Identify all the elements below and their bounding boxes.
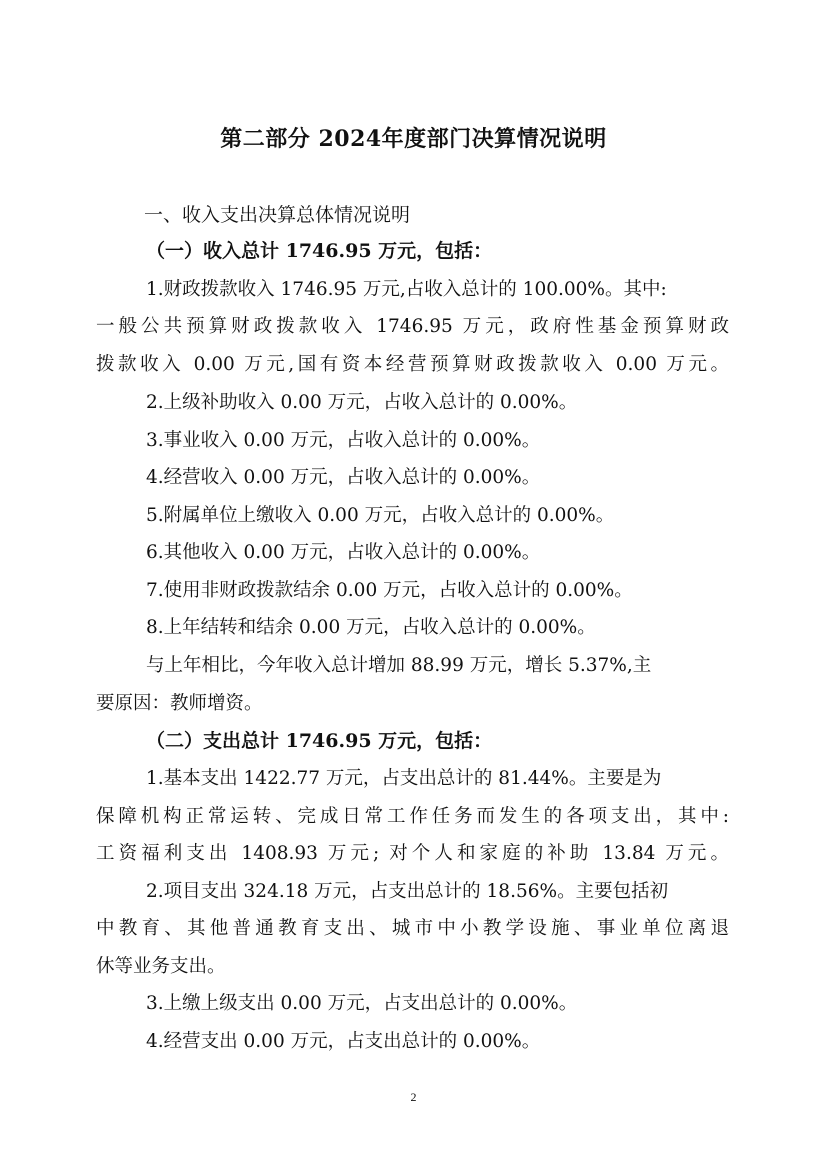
income-item-3: 3.事业收入 0.00 万元，占收入总计的 0.00%。 bbox=[146, 430, 541, 451]
expense-item-1-line-2: 保障机构正常运转、完成日常工作任务而发生的各项支出，其中: bbox=[96, 806, 729, 827]
income-item-7: 7.使用非财政拨款结余 0.00 万元，占收入总计的 0.00%。 bbox=[146, 580, 633, 601]
page-title: 第二部分 2024年度部门决算情况说明 bbox=[220, 126, 607, 152]
income-item-6: 6.其他收入 0.00 万元，占收入总计的 0.00%。 bbox=[146, 542, 541, 563]
income-item-1-line-3: 拨款收入 0.00 万元,国有资本经营预算财政拨款收入 0.00 万元。 bbox=[96, 354, 729, 375]
income-item-5: 5.附属单位上缴收入 0.00 万元，占收入总计的 0.00%。 bbox=[146, 505, 615, 526]
income-comparison-line-1: 与上年相比，今年收入总计增加 88.99 万元，增长 5.37%,主 bbox=[146, 655, 652, 676]
expense-item-2-line-1: 2.项目支出 324.18 万元，占支出总计的 18.56%。主要包括初 bbox=[146, 881, 669, 902]
income-total-heading: （一）收入总计 1746.95 万元，包括： bbox=[146, 240, 493, 262]
expense-item-1-line-1: 1.基本支出 1422.77 万元，占支出总计的 81.44%。主要是为 bbox=[146, 768, 662, 789]
income-item-1-line-1: 1.财政拨款收入 1746.95 万元,占收入总计的 100.00%。其中: bbox=[146, 279, 667, 300]
expense-item-2-line-3: 休等业务支出。 bbox=[96, 956, 226, 977]
expense-item-3: 3.上缴上级支出 0.00 万元，占支出总计的 0.00%。 bbox=[146, 993, 578, 1014]
income-comparison-line-2: 要原因：教师增资。 bbox=[96, 693, 263, 714]
expense-item-4: 4.经营支出 0.00 万元，占支出总计的 0.00%。 bbox=[146, 1031, 541, 1052]
income-item-2: 2.上级补助收入 0.00 万元，占收入总计的 0.00%。 bbox=[146, 392, 578, 413]
expense-total-heading: （二）支出总计 1746.95 万元，包括： bbox=[146, 730, 493, 752]
expense-item-1-line-3: 工资福利支出 1408.93 万元; 对个人和家庭的补助 13.84 万元。 bbox=[96, 843, 729, 864]
expense-item-2-line-2: 中教育、其他普通教育支出、城市中小教学设施、事业单位离退 bbox=[96, 918, 729, 939]
income-item-1-line-2: 一般公共预算财政拨款收入 1746.95 万元，政府性基金预算财政 bbox=[96, 316, 729, 337]
income-item-8: 8.上年结转和结余 0.00 万元，占收入总计的 0.00%。 bbox=[146, 617, 596, 638]
page-number: 2 bbox=[410, 1090, 417, 1104]
income-item-4: 4.经营收入 0.00 万元，占收入总计的 0.00%。 bbox=[146, 467, 541, 488]
section-heading-income-expense-overview: 一、收入支出决算总体情况说明 bbox=[144, 204, 411, 226]
